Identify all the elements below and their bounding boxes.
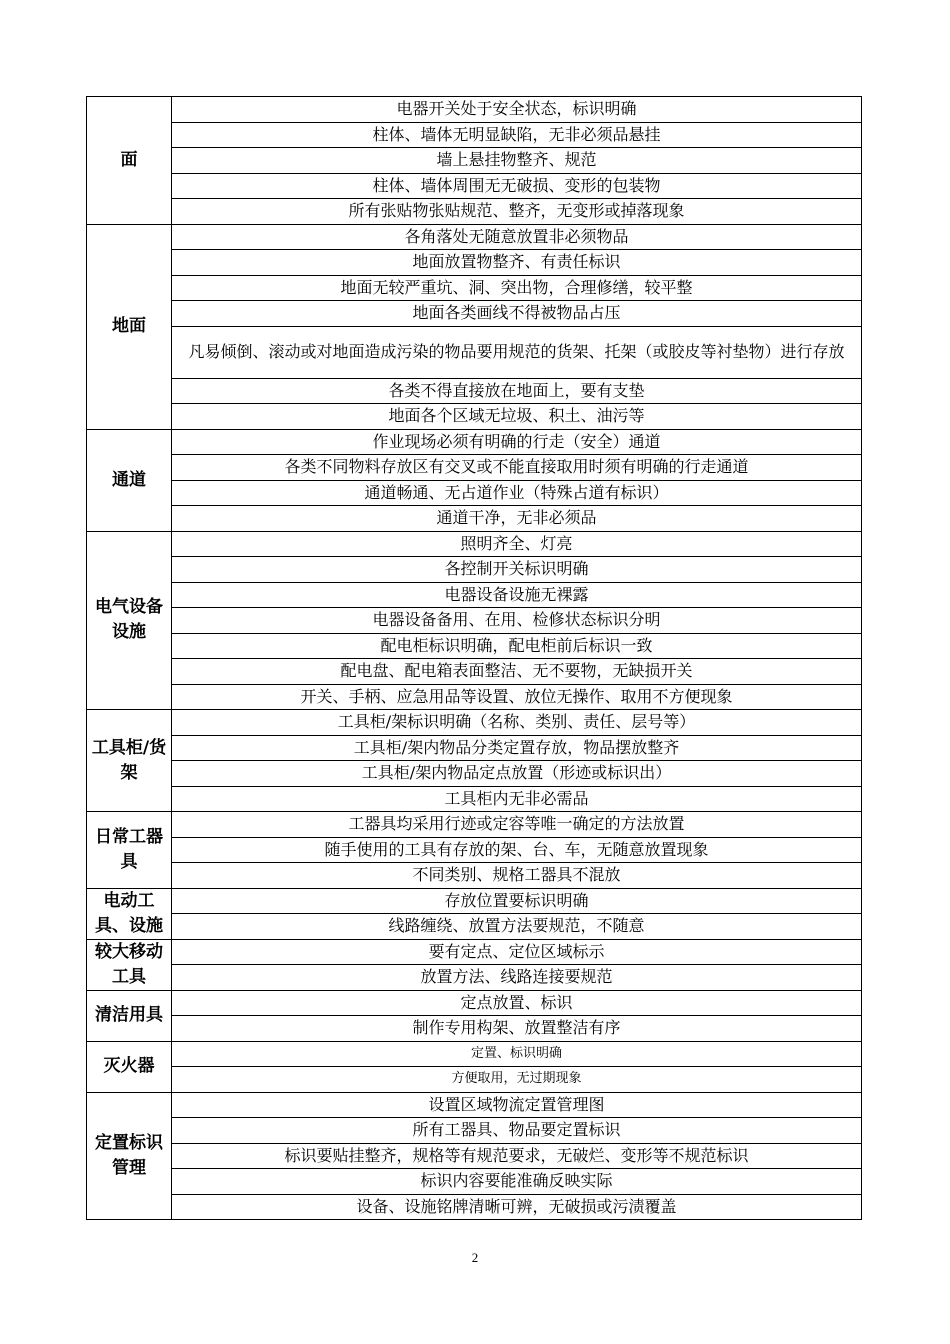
requirement-cell: 柱体、墙体周围无无破损、变形的包装物 xyxy=(172,173,862,199)
requirement-cell: 凡易倾倒、滚动或对地面造成污染的物品要用规范的货架、托架（或胶皮等衬垫物）进行存放 xyxy=(172,326,862,378)
table-row xyxy=(87,582,862,608)
requirement-cell: 墙上悬挂物整齐、规范 xyxy=(172,148,862,174)
table-row xyxy=(87,455,862,481)
table-row xyxy=(87,888,862,914)
requirement-cell: 随手使用的工具有存放的架、台、车，无随意放置现象 xyxy=(172,837,862,863)
table-row xyxy=(87,480,862,506)
table-row xyxy=(87,939,862,965)
requirement-cell: 开关、手柄、应急用品等设置、放位无操作、取用不方便现象 xyxy=(172,684,862,710)
requirement-cell: 要有定点、定位区域标示 xyxy=(172,939,862,965)
requirement-cell: 电器设备设施无裸露 xyxy=(172,582,862,608)
table-row xyxy=(87,965,862,991)
table-row xyxy=(87,326,862,378)
inspection-table xyxy=(86,96,862,1220)
requirement-cell: 标识要贴挂整齐，规格等有规范要求，无破烂、变形等不规范标识 xyxy=(172,1143,862,1169)
category-cell: 电动工具、设施 xyxy=(87,888,172,939)
category-cell: 灭火器 xyxy=(87,1041,172,1092)
requirement-cell: 线路缠绕、放置方法要规范，不随意 xyxy=(172,914,862,940)
requirement-cell: 定点放置、标识 xyxy=(172,990,862,1016)
table-row xyxy=(87,710,862,736)
table-row xyxy=(87,1041,862,1067)
table-row xyxy=(87,275,862,301)
table-row xyxy=(87,531,862,557)
requirement-cell: 照明齐全、灯亮 xyxy=(172,531,862,557)
table-row xyxy=(87,812,862,838)
requirement-cell: 通道干净，无非必须品 xyxy=(172,506,862,532)
table-row xyxy=(87,786,862,812)
category-cell: 清洁用具 xyxy=(87,990,172,1041)
table-row xyxy=(87,863,862,889)
requirement-cell: 地面无较严重坑、洞、突出物，合理修缮，较平整 xyxy=(172,275,862,301)
table-row xyxy=(87,506,862,532)
requirement-cell: 设置区域物流定置管理图 xyxy=(172,1092,862,1118)
category-cell: 较大移动工具 xyxy=(87,939,172,990)
table-row xyxy=(87,990,862,1016)
requirement-cell: 通道畅通、无占道作业（特殊占道有标识） xyxy=(172,480,862,506)
requirement-cell: 工具柜/架标识明确（名称、类别、责任、层号等） xyxy=(172,710,862,736)
requirement-cell: 各角落处无随意放置非必须物品 xyxy=(172,224,862,250)
requirement-cell: 配电柜标识明确，配电柜前后标识一致 xyxy=(172,633,862,659)
requirement-cell: 设备、设施铭牌清晰可辨，无破损或污渍覆盖 xyxy=(172,1194,862,1220)
category-cell: 定置标识管理 xyxy=(87,1092,172,1220)
requirement-cell: 工具柜/架内物品分类定置存放，物品摆放整齐 xyxy=(172,735,862,761)
table-row xyxy=(87,378,862,404)
table-row xyxy=(87,659,862,685)
table-row xyxy=(87,1067,862,1093)
table-row xyxy=(87,1092,862,1118)
table-row xyxy=(87,173,862,199)
requirement-cell: 不同类别、规格工器具不混放 xyxy=(172,863,862,889)
category-cell: 通道 xyxy=(87,429,172,531)
requirement-cell: 定置、标识明确 xyxy=(172,1041,862,1067)
requirement-cell: 所有张贴物张贴规范、整齐，无变形或掉落现象 xyxy=(172,199,862,225)
requirement-cell: 工具柜内无非必需品 xyxy=(172,786,862,812)
table-row xyxy=(87,224,862,250)
requirement-cell: 各控制开关标识明确 xyxy=(172,557,862,583)
table-row xyxy=(87,429,862,455)
requirement-cell: 配电盘、配电箱表面整洁、无不要物，无缺损开关 xyxy=(172,659,862,685)
table-row xyxy=(87,1194,862,1220)
table-row xyxy=(87,404,862,430)
category-cell: 日常工器具 xyxy=(87,812,172,889)
table-row xyxy=(87,1143,862,1169)
category-cell: 面 xyxy=(87,97,172,225)
table-row xyxy=(87,97,862,123)
requirement-cell: 作业现场必须有明确的行走（安全）通道 xyxy=(172,429,862,455)
requirement-cell: 制作专用构架、放置整洁有序 xyxy=(172,1016,862,1042)
requirement-cell: 地面各类画线不得被物品占压 xyxy=(172,301,862,327)
table-row xyxy=(87,250,862,276)
table-row xyxy=(87,148,862,174)
requirement-cell: 各类不同物料存放区有交叉或不能直接取用时须有明确的行走通道 xyxy=(172,455,862,481)
requirement-cell: 所有工器具、物品要定置标识 xyxy=(172,1118,862,1144)
page-number: 2 xyxy=(471,1250,479,1265)
requirement-cell: 各类不得直接放在地面上，要有支垫 xyxy=(172,378,862,404)
requirement-cell: 工器具均采用行迹或定容等唯一确定的方法放置 xyxy=(172,812,862,838)
requirement-cell: 电器开关处于安全状态，标识明确 xyxy=(172,97,862,123)
table-row xyxy=(87,1118,862,1144)
table-row xyxy=(87,761,862,787)
requirement-cell: 柱体、墙体无明显缺陷，无非必须品悬挂 xyxy=(172,122,862,148)
requirement-cell: 放置方法、线路连接要规范 xyxy=(172,965,862,991)
requirement-cell: 存放位置要标识明确 xyxy=(172,888,862,914)
table-row xyxy=(87,633,862,659)
category-cell: 电气设备设施 xyxy=(87,531,172,710)
table-row xyxy=(87,837,862,863)
table-row xyxy=(87,684,862,710)
requirement-cell: 电器设备备用、在用、检修状态标识分明 xyxy=(172,608,862,634)
requirement-cell: 工具柜/架内物品定点放置（形迹或标识出） xyxy=(172,761,862,787)
table-row xyxy=(87,1169,862,1195)
requirement-cell: 标识内容要能准确反映实际 xyxy=(172,1169,862,1195)
category-cell: 工具柜/货架 xyxy=(87,710,172,812)
table-row xyxy=(87,735,862,761)
table-row xyxy=(87,301,862,327)
table-row xyxy=(87,122,862,148)
table-row xyxy=(87,557,862,583)
table-row xyxy=(87,199,862,225)
table-row xyxy=(87,608,862,634)
requirement-cell: 地面放置物整齐、有责任标识 xyxy=(172,250,862,276)
category-cell: 地面 xyxy=(87,224,172,429)
table-row xyxy=(87,1016,862,1042)
requirement-cell: 地面各个区域无垃圾、积土、油污等 xyxy=(172,404,862,430)
table-row xyxy=(87,914,862,940)
requirement-cell: 方便取用，无过期现象 xyxy=(172,1067,862,1093)
